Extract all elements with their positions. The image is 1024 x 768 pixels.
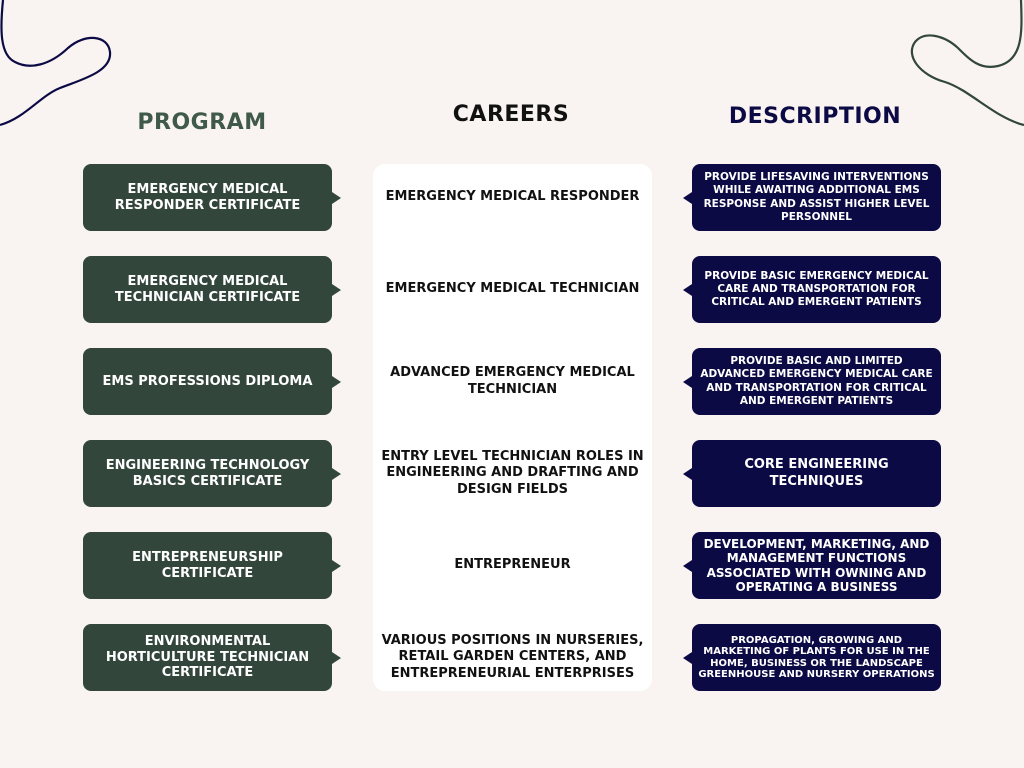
description-box: PROVIDE BASIC EMERGENCY MEDICAL CARE AND TRANSPORTATION FOR CRITICAL AND EMERGENT PATIENTS: [692, 256, 941, 323]
description-box: PROVIDE LIFESAVING INTERVENTIONS WHILE AWAITING ADDITIONAL EMS RESPONSE AND ASSIST HIGHER LEVEL PERSONNEL: [692, 164, 941, 231]
description-box: CORE ENGINEERING TECHNIQUES: [692, 440, 941, 507]
program-box: ENGINEERING TECHNOLOGY BASICS CERTIFICATE: [83, 440, 332, 507]
career-item: EMERGENCY MEDICAL TECHNICIAN: [385, 281, 640, 297]
description-column-header: DESCRIPTION: [728, 104, 902, 129]
career-item: VARIOUS POSITIONS IN NURSERIES, RETAIL GARDEN CENTERS, AND ENTREPRENEURIAL ENTERPRISES: [381, 633, 644, 681]
program-box: ENVIRONMENTAL HORTICULTURE TECHNICIAN CERTIFICATE: [83, 624, 332, 691]
program-column-header: PROGRAM: [137, 110, 267, 135]
careers-panel: [373, 164, 652, 691]
program-box: EMERGENCY MEDICAL TECHNICIAN CERTIFICATE: [83, 256, 332, 323]
program-box: EMS PROFESSIONS DIPLOMA: [83, 348, 332, 415]
program-box: EMERGENCY MEDICAL RESPONDER CERTIFICATE: [83, 164, 332, 231]
career-item: EMERGENCY MEDICAL RESPONDER: [385, 189, 640, 205]
career-item: ENTREPRENEUR: [454, 557, 571, 573]
description-box: PROVIDE BASIC AND LIMITED ADVANCED EMERGENCY MEDICAL CARE AND TRANSPORTATION FOR CRITICAL AND EMERGENT PATIENTS: [692, 348, 941, 415]
career-item: ADVANCED EMERGENCY MEDICAL TECHNICIAN: [390, 365, 635, 397]
career-item: ENTRY LEVEL TECHNICIAN ROLES IN ENGINEERING AND DRAFTING AND DESIGN FIELDS: [381, 449, 644, 497]
careers-column-header: CAREERS: [452, 102, 570, 127]
description-box: PROPAGATION, GROWING AND MARKETING OF PLANTS FOR USE IN THE HOME, BUSINESS OR THE LANDSCAPE GREENHOUSE AND NURSERY OPERATIONS: [692, 624, 941, 691]
description-box: DEVELOPMENT, MARKETING, AND MANAGEMENT FUNCTIONS ASSOCIATED WITH OWNING AND OPERATING A BUSINESS: [692, 532, 941, 599]
program-box: ENTREPRENEURSHIP CERTIFICATE: [83, 532, 332, 599]
